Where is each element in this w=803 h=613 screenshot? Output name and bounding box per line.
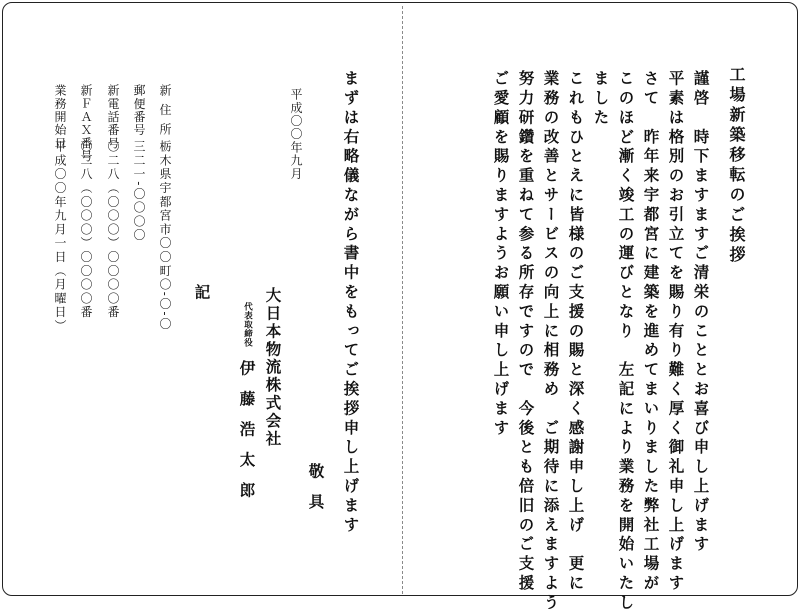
detail-label-fax: 新ＦＡＸ番号 bbox=[79, 84, 93, 164]
letter-date: 平成〇〇年九月 bbox=[289, 88, 303, 181]
body-line-5: ました bbox=[591, 70, 611, 129]
body-line-3: さて 昨年来宇都宮に建築を進めてまいりました弊社工場が bbox=[641, 70, 661, 594]
detail-value-phone: 〇二八（〇〇〇）〇〇〇〇番 bbox=[106, 140, 120, 320]
body-line-10: まずは右略儀ながら書中をもってご挨拶申し上げます bbox=[341, 70, 361, 536]
detail-value-postal: 三二一-〇〇〇〇 bbox=[132, 140, 146, 243]
body-line-7: 業務の改善とサービスの向上に相務め ご期待に添えますよう bbox=[541, 70, 561, 613]
detail-label-phone: 新電話番号 bbox=[106, 84, 120, 150]
body-line-8: 努力研鑽を重ねて参る所存ですので 今後とも倍旧のご支援 bbox=[516, 70, 536, 594]
representative-title: 代表取締役 bbox=[242, 302, 253, 347]
detail-value-fax: 〇二八（〇〇〇）〇〇〇〇番 bbox=[79, 140, 93, 320]
detail-label-postal: 郵便番号 bbox=[132, 84, 146, 137]
body-line-9: ご愛顧を賜りますようお願い申し上げます bbox=[491, 70, 511, 439]
representative-name: 伊藤浩太郎 bbox=[237, 360, 257, 513]
body-line-1: 謹啓 時下ますますご清栄のこととお喜び申し上げます bbox=[691, 70, 711, 555]
company-name: 大日本物流株式会社 bbox=[263, 287, 283, 449]
detail-value-start: 平成〇〇年九月一日（月曜日） bbox=[53, 140, 67, 334]
ki-label: 記 bbox=[192, 284, 212, 304]
body-line-2: 平素は格別のお引立てを賜り有り難く厚く御礼申し上げます bbox=[666, 70, 686, 594]
body-line-4: このほど漸く竣工の運びとなり 左記により業務を開始いたし bbox=[616, 70, 636, 613]
closing-keigu: 敬具 bbox=[306, 463, 326, 524]
detail-label-start: 業務開始日 bbox=[53, 84, 67, 150]
body-line-6: これもひとえに皆様のご支援の賜と深く感謝申し上げ 更に bbox=[566, 70, 586, 594]
detail-value-address: 栃木県宇都宮市〇〇町〇-〇-〇 bbox=[158, 140, 172, 332]
fold-line bbox=[402, 6, 403, 594]
detail-label-address: 新住所 bbox=[158, 84, 172, 136]
letter-title: 工場新築移転のご挨拶 bbox=[727, 66, 746, 266]
